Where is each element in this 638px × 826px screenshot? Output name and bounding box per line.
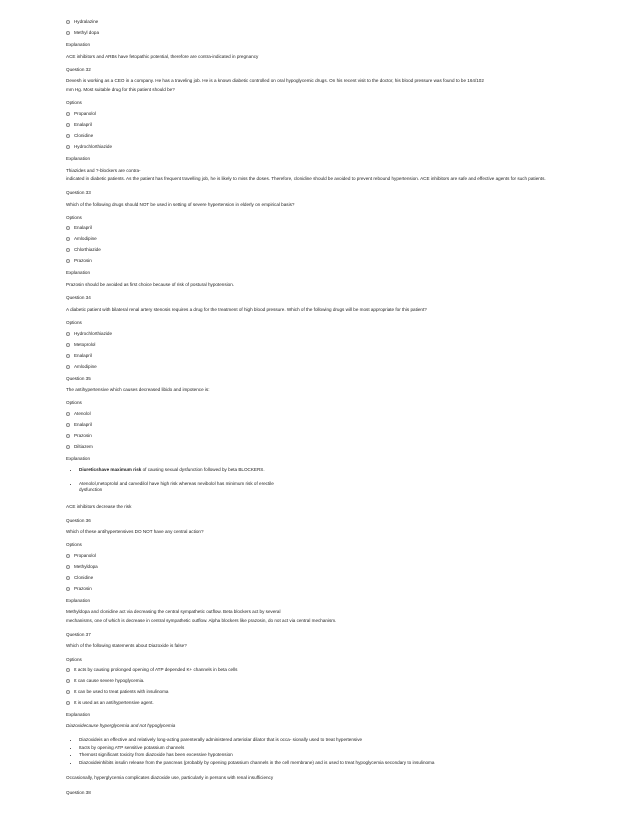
options-label: Options	[66, 100, 82, 105]
option-enalapril[interactable]	[66, 122, 92, 128]
options-label: Options	[66, 215, 82, 220]
option-label: Metoprolol	[73, 342, 96, 347]
option-label: Hydralazine	[73, 19, 99, 24]
option-clonidine[interactable]	[66, 575, 93, 581]
question-text: Which of the following drugs should NOT be used in setting of severe hypertension in elderly on empirical basis?	[66, 202, 295, 207]
option-4[interactable]	[66, 700, 154, 706]
bullet-item: • Diazoxideis an effective and relatively long-acting parenterally administered arteriolar dilator that is occa- sionally used to treat hypertensive	[79, 736, 434, 744]
option-hydrochlorthiazide[interactable]	[66, 331, 112, 337]
option-enalapril[interactable]	[66, 225, 92, 231]
question-title: Question 33	[66, 190, 91, 195]
option-label: It acts by causing prolonged opening of ATP depended K+ channels in beta cells	[73, 667, 238, 672]
option-3[interactable]	[66, 689, 168, 695]
radio-circle-icon[interactable]	[66, 134, 70, 138]
radio-circle-icon[interactable]	[66, 354, 70, 358]
question-title: Question 37	[66, 632, 91, 637]
radio-circle-icon[interactable]	[66, 554, 70, 558]
option-chlorthiazide[interactable]	[66, 247, 101, 253]
radio-circle-icon[interactable]	[66, 237, 70, 241]
options-label: Options	[66, 657, 82, 662]
explanation-italic-text: Diazoxidecause hyperglycemia and not hypoglycemia	[66, 723, 176, 728]
option-diltiazem[interactable]	[66, 444, 93, 450]
option-label: Hydrochlorthiazide	[73, 144, 113, 149]
option-clonidine[interactable]	[66, 133, 93, 139]
option-label: Clonidine	[73, 133, 94, 138]
explanation-label: Explanation	[66, 42, 91, 47]
question-title: Question 34	[66, 295, 91, 300]
bullet-text: Atenolol,metoprolol and carvedilol have high risk whereas nevibolol has minimum risk of erectile	[79, 481, 274, 486]
radio-circle-icon[interactable]	[66, 259, 70, 263]
explanation-bullet-list	[66, 467, 274, 493]
question-title: Question 35	[66, 376, 91, 381]
explanation-note: ACE inhibitors decrease the risk	[66, 504, 132, 509]
options-label: Options	[66, 542, 82, 547]
options-label: Options	[66, 400, 82, 405]
option-propanolol[interactable]	[66, 553, 96, 559]
radio-circle-icon[interactable]	[66, 123, 70, 127]
explanation-text: Methyldopa and clonidine act via decreasing the central sympathetic outflow. Beta blockers act by several	[66, 609, 281, 614]
bullet-text: of causing sexual dysfunction followed by beta BLOCKERS.	[141, 467, 265, 472]
option-methyldopa[interactable]	[66, 564, 98, 570]
radio-circle-icon[interactable]	[66, 690, 70, 694]
explanation-text: ACE inhibitors and ARBs have fetopathic potential, therefore are contra-indicated in pregnancy	[66, 54, 259, 59]
option-label: Clonidine	[73, 575, 94, 580]
option-enalapril[interactable]	[66, 353, 92, 359]
options-label: Options	[66, 320, 82, 325]
option-prazosin[interactable]	[66, 433, 92, 439]
radio-circle-icon[interactable]	[66, 112, 70, 116]
question-text: Which of these antihypertensives DO NOT have any central action?	[66, 529, 204, 534]
option-1[interactable]	[66, 667, 237, 673]
option-enalapril[interactable]	[66, 422, 92, 428]
option-label: Propanolol	[73, 111, 96, 116]
radio-circle-icon[interactable]	[66, 434, 70, 438]
option-propanolol[interactable]	[66, 111, 96, 117]
option-label: Amlodipine	[73, 364, 97, 369]
radio-circle-icon[interactable]	[66, 701, 70, 705]
option-label: Hydrochlorthiazide	[73, 331, 113, 336]
option-label: It is used as an antihypertensive agent.	[73, 700, 154, 705]
option-label: Amlodipine	[73, 236, 97, 241]
radio-circle-icon[interactable]	[66, 226, 70, 230]
option-2[interactable]	[66, 678, 144, 684]
explanation-label: Explanation	[66, 156, 91, 161]
bullet-item	[79, 467, 274, 473]
option-atenolol[interactable]	[66, 411, 91, 417]
option-amlodipine[interactable]	[66, 364, 97, 370]
option-hydrochlorthiazide[interactable]	[66, 144, 112, 150]
option-amlodipine[interactable]	[66, 236, 97, 242]
question-text: The antihypertensive which causes decreased libido and impotence is:	[66, 387, 210, 392]
option-methyl-dopa[interactable]	[66, 30, 99, 36]
option-label: Chlorthiazide	[73, 247, 101, 252]
radio-circle-icon[interactable]	[66, 145, 70, 149]
question-title: Question 36	[66, 518, 91, 523]
explanation-label: Explanation	[66, 270, 91, 275]
radio-circle-icon[interactable]	[66, 445, 70, 449]
option-label: Enalapril	[73, 422, 92, 427]
option-label: It can cause severe hypoglycemia.	[73, 678, 145, 683]
option-label: Enalapril	[73, 353, 92, 358]
explanation-bullet-list	[66, 736, 434, 766]
radio-circle-icon[interactable]	[66, 679, 70, 683]
option-label: Prazosin	[73, 433, 92, 438]
option-label: Enalapril	[73, 122, 92, 127]
option-hydralazine[interactable]	[66, 19, 98, 25]
radio-circle-icon[interactable]	[66, 332, 70, 336]
question-text: A diabetic patient with bilateral renal artery stenosis requires a drug for the treatment of high blood pressure. Which of the following drugs will be most appropriate for this patient?	[66, 307, 427, 312]
option-label: Propanolol	[73, 553, 96, 558]
explanation-note: Occasionally, hyperglycemia complicates diazoxide use, particularly in persons with renal insufficiency	[66, 775, 274, 780]
radio-circle-icon[interactable]	[66, 31, 70, 35]
option-label: Methyldopa	[73, 564, 98, 569]
option-label: Prazosin	[73, 586, 92, 591]
radio-circle-icon[interactable]	[66, 20, 70, 24]
option-label: It can be used to treat patients with insulinoma	[73, 689, 169, 694]
bullet-text-continued: dysfunction	[79, 487, 103, 492]
option-label: Enalapril	[73, 225, 92, 230]
question-title: Question 32	[66, 67, 91, 72]
question-text-continued: mm Hg. Most suitable drug for this patient should be?	[66, 87, 175, 92]
option-label: Atenolol	[73, 411, 91, 416]
option-prazosin[interactable]	[66, 586, 92, 592]
radio-circle-icon[interactable]	[66, 576, 70, 580]
radio-circle-icon[interactable]	[66, 343, 70, 347]
explanation-label: Explanation	[66, 456, 91, 461]
question-title: Question 38	[66, 790, 91, 795]
option-prazosin[interactable]	[66, 258, 92, 264]
bullet-item: • Itacts by opening ATP sensitive potassium channels	[79, 744, 434, 752]
question-text: Devesh is working as a CEO in a company. He has a traveling job. He is a known diabetic controlled on oral hypoglycemic drugs. On his recent visit to the doctor, his blood pressure was found to be 164/102	[66, 78, 484, 83]
option-label: Prazosin	[73, 258, 92, 263]
explanation-label: Explanation	[66, 598, 91, 603]
radio-circle-icon[interactable]	[66, 423, 70, 427]
radio-circle-icon[interactable]	[66, 412, 70, 416]
radio-circle-icon[interactable]	[66, 587, 70, 591]
bullet-item: • Diazoxideinhibits insulin release from the pancreas (probably by opening potassium channels in the cell membrane) and is used to treat hypoglycemia secondary to insulinoma	[79, 759, 434, 767]
option-metoprolol[interactable]	[66, 342, 95, 348]
explanation-text-continued: mechanisms, one of which is decrease in central sympathetic outflow. Alpha blockers like prazosin, do not act via central mechanism.	[66, 618, 337, 623]
bullet-item	[79, 481, 274, 493]
explanation-label: Explanation	[66, 712, 91, 717]
explanation-text-continued: indicated in diabetic patients. As the patient has frequent travelling job, he is likely to miss the doses. Therefore, clonidine should be avoided to prevent rebound hypertension. ACE inhibitors are safe and effective agents for such patients.	[66, 176, 546, 181]
option-label: Diltiazem	[73, 444, 93, 449]
radio-circle-icon[interactable]	[66, 248, 70, 252]
bullet-item: • Themost significant toxicity from diazoxide has been excessive hypotension	[79, 751, 434, 759]
option-label: Methyl dopa	[73, 30, 100, 35]
radio-circle-icon[interactable]	[66, 565, 70, 569]
question-text: Which of the following statements about Diazoxide is false?	[66, 643, 187, 648]
bold-text: Diureticshave maximum risk	[79, 467, 142, 472]
explanation-text: Prazosin should be avoided as first choice because of risk of postural hypotension.	[66, 282, 235, 287]
radio-circle-icon[interactable]	[66, 365, 70, 369]
radio-circle-icon[interactable]	[66, 668, 70, 672]
explanation-text: Thiazides and ?-blockers are contra-	[66, 168, 141, 173]
